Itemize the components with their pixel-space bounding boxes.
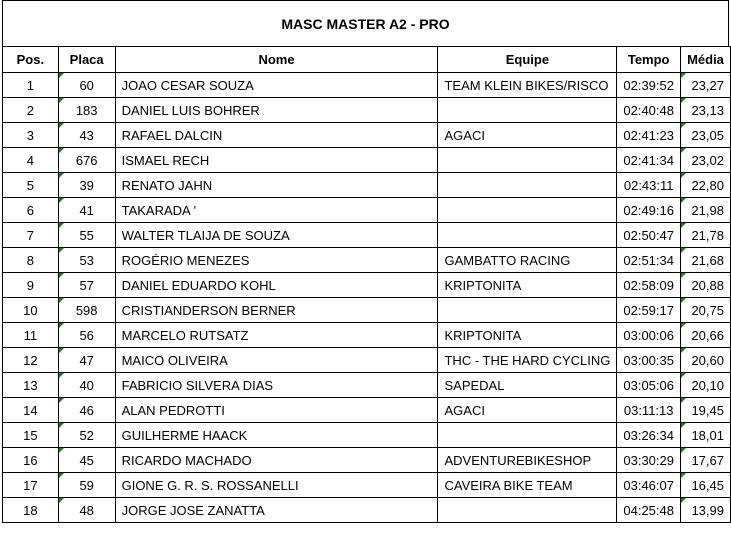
cell-nome: ROGÉRIO MENEZES [115, 248, 438, 273]
cell-equipe [438, 223, 617, 248]
cell-placa: 48 [58, 498, 115, 523]
cell-placa: 56 [58, 323, 115, 348]
cell-nome: GIONE G. R. S. ROSSANELLI [115, 473, 438, 498]
cell-pos: 8 [3, 248, 59, 273]
cell-nome: TAKARADA ' [115, 198, 438, 223]
cell-equipe: THC - THE HARD CYCLING [438, 348, 617, 373]
table-row [3, 248, 731, 273]
cell-placa: 53 [58, 248, 115, 273]
cell-pos: 4 [3, 148, 59, 173]
cell-media: 21,68 [680, 248, 730, 273]
cell-placa: 57 [58, 273, 115, 298]
cell-tempo: 02:49:16 [617, 198, 681, 223]
cell-tempo: 02:59:17 [617, 298, 681, 323]
cell-placa: 41 [58, 198, 115, 223]
table-row [3, 323, 731, 348]
table-row [3, 223, 731, 248]
cell-tempo: 02:39:52 [617, 73, 681, 98]
table-row [3, 73, 731, 98]
header-equipe: Equipe [438, 47, 617, 73]
cell-nome: JOAO CESAR SOUZA [115, 73, 438, 98]
cell-pos: 10 [3, 298, 59, 323]
cell-equipe: KRIPTONITA [438, 323, 617, 348]
cell-equipe: ADVENTUREBIKESHOP [438, 448, 617, 473]
cell-pos: 14 [3, 398, 59, 423]
cell-nome: RICARDO MACHADO [115, 448, 438, 473]
cell-nome: GUILHERME HAACK [115, 423, 438, 448]
results-table [2, 46, 731, 523]
cell-placa: 59 [58, 473, 115, 498]
cell-pos: 17 [3, 473, 59, 498]
cell-pos: 6 [3, 198, 59, 223]
table-row [3, 198, 731, 223]
cell-placa: 40 [58, 373, 115, 398]
cell-tempo: 02:41:34 [617, 148, 681, 173]
cell-media: 23,13 [680, 98, 730, 123]
table-row [3, 148, 731, 173]
cell-placa: 55 [58, 223, 115, 248]
cell-tempo: 03:26:34 [617, 423, 681, 448]
header-pos: Pos. [3, 47, 59, 73]
cell-pos: 2 [3, 98, 59, 123]
cell-tempo: 03:11:13 [617, 398, 681, 423]
cell-tempo: 02:58:09 [617, 273, 681, 298]
cell-tempo: 03:46:07 [617, 473, 681, 498]
header-tempo: Tempo [617, 47, 681, 73]
cell-pos: 15 [3, 423, 59, 448]
cell-placa: 45 [58, 448, 115, 473]
cell-placa: 60 [58, 73, 115, 98]
table-row [3, 373, 731, 398]
cell-media: 20,60 [680, 348, 730, 373]
cell-equipe [438, 98, 617, 123]
cell-pos: 13 [3, 373, 59, 398]
cell-pos: 16 [3, 448, 59, 473]
header-nome: Nome [115, 47, 438, 73]
cell-equipe: TEAM KLEIN BIKES/RISCO [438, 73, 617, 98]
cell-equipe: AGACI [438, 123, 617, 148]
results-body [3, 73, 731, 523]
cell-media: 13,99 [680, 498, 730, 523]
cell-media: 18,01 [680, 423, 730, 448]
cell-tempo: 03:00:35 [617, 348, 681, 373]
cell-pos: 18 [3, 498, 59, 523]
cell-media: 23,05 [680, 123, 730, 148]
cell-tempo: 04:25:48 [617, 498, 681, 523]
cell-tempo: 02:51:34 [617, 248, 681, 273]
cell-equipe [438, 498, 617, 523]
table-row [3, 98, 731, 123]
cell-media: 22,80 [680, 173, 730, 198]
cell-media: 20,75 [680, 298, 730, 323]
cell-equipe [438, 148, 617, 173]
cell-tempo: 03:05:06 [617, 373, 681, 398]
cell-nome: DANIEL EDUARDO KOHL [115, 273, 438, 298]
table-row [3, 298, 731, 323]
cell-nome: FABRICIO SILVERA DIAS [115, 373, 438, 398]
cell-media: 21,78 [680, 223, 730, 248]
table-row [3, 348, 731, 373]
cell-equipe: SAPEDAL [438, 373, 617, 398]
table-row [3, 448, 731, 473]
cell-nome: DANIEL LUIS BOHRER [115, 98, 438, 123]
table-row [3, 473, 731, 498]
cell-media: 16,45 [680, 473, 730, 498]
cell-media: 21,98 [680, 198, 730, 223]
table-row [3, 273, 731, 298]
cell-equipe: AGACI [438, 398, 617, 423]
cell-pos: 5 [3, 173, 59, 198]
cell-equipe: CAVEIRA BIKE TEAM [438, 473, 617, 498]
cell-nome: MAICO OLIVEIRA [115, 348, 438, 373]
cell-equipe [438, 298, 617, 323]
cell-placa: 47 [58, 348, 115, 373]
cell-placa: 43 [58, 123, 115, 148]
cell-media: 23,02 [680, 148, 730, 173]
cell-nome: RAFAEL DALCIN [115, 123, 438, 148]
cell-pos: 7 [3, 223, 59, 248]
cell-pos: 12 [3, 348, 59, 373]
table-row [3, 173, 731, 198]
cell-nome: MARCELO RUTSATZ [115, 323, 438, 348]
cell-media: 17,67 [680, 448, 730, 473]
cell-media: 20,10 [680, 373, 730, 398]
cell-placa: 676 [58, 148, 115, 173]
header-row [3, 47, 731, 73]
cell-tempo: 02:50:47 [617, 223, 681, 248]
cell-equipe [438, 173, 617, 198]
cell-nome: ISMAEL RECH [115, 148, 438, 173]
cell-pos: 3 [3, 123, 59, 148]
table-row [3, 423, 731, 448]
cell-media: 20,88 [680, 273, 730, 298]
cell-equipe [438, 423, 617, 448]
cell-tempo: 02:40:48 [617, 98, 681, 123]
cell-nome: ALAN PEDROTTI [115, 398, 438, 423]
cell-placa: 39 [58, 173, 115, 198]
cell-placa: 52 [58, 423, 115, 448]
sheet-title: MASC MASTER A2 - PRO [2, 0, 729, 46]
cell-nome: JORGE JOSE ZANATTA [115, 498, 438, 523]
header-placa: Placa [58, 47, 115, 73]
table-row [3, 498, 731, 523]
table-row [3, 398, 731, 423]
cell-pos: 9 [3, 273, 59, 298]
cell-tempo: 03:30:29 [617, 448, 681, 473]
cell-equipe: KRIPTONITA [438, 273, 617, 298]
header-media: Média [680, 47, 730, 73]
table-row [3, 123, 731, 148]
cell-nome: RENATO JAHN [115, 173, 438, 198]
cell-tempo: 02:43:11 [617, 173, 681, 198]
cell-media: 20,66 [680, 323, 730, 348]
cell-pos: 1 [3, 73, 59, 98]
cell-tempo: 03:00:06 [617, 323, 681, 348]
cell-media: 23,27 [680, 73, 730, 98]
cell-nome: CRISTIANDERSON BERNER [115, 298, 438, 323]
cell-equipe [438, 198, 617, 223]
cell-placa: 183 [58, 98, 115, 123]
cell-pos: 11 [3, 323, 59, 348]
cell-tempo: 02:41:23 [617, 123, 681, 148]
cell-placa: 598 [58, 298, 115, 323]
cell-media: 19,45 [680, 398, 730, 423]
cell-placa: 46 [58, 398, 115, 423]
cell-nome: WALTER TLAIJA DE SOUZA [115, 223, 438, 248]
cell-equipe: GAMBATTO RACING [438, 248, 617, 273]
